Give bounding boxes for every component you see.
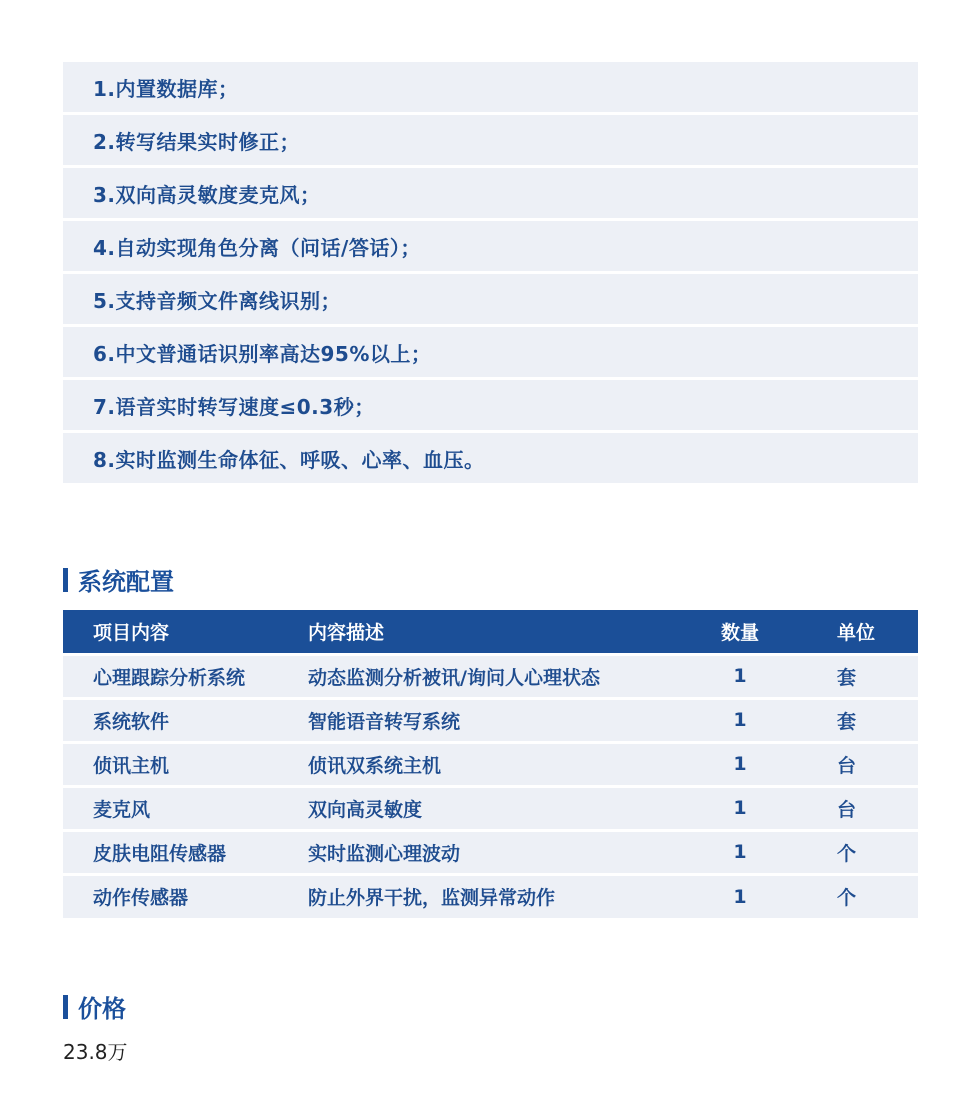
- heading-accent-bar: [63, 568, 68, 592]
- cell-unit: 套: [785, 698, 918, 742]
- price-section-heading: [63, 989, 126, 1024]
- cell-unit: 台: [785, 742, 918, 786]
- cell-quantity: 1: [695, 874, 785, 918]
- table-header-row: [63, 610, 918, 654]
- cell-description: 动态监测分析被讯/询问人心理状态: [308, 654, 695, 698]
- cell-item: 侦讯主机: [63, 742, 308, 786]
- table-row: [63, 786, 918, 830]
- cell-description: 防止外界干扰，监测异常动作: [308, 874, 695, 918]
- table-row: [63, 654, 918, 698]
- cell-quantity: 1: [695, 786, 785, 830]
- cell-item: 系统软件: [63, 698, 308, 742]
- column-header-quantity: 数量: [695, 610, 785, 654]
- cell-item: 皮肤电阻传感器: [63, 830, 308, 874]
- column-header-item: 项目内容: [63, 610, 308, 654]
- cell-quantity: 1: [695, 698, 785, 742]
- price-section-title: 价格: [78, 995, 126, 1023]
- cell-quantity: 1: [695, 654, 785, 698]
- table-row: [63, 698, 918, 742]
- feature-item: 3.双向高灵敏度麦克风；: [63, 168, 918, 218]
- column-header-description: 内容描述: [308, 610, 695, 654]
- feature-item: 7.语音实时转写速度≤0.3秒；: [63, 380, 918, 430]
- feature-item: 8.实时监测生命体征、呼吸、心率、血压。: [63, 433, 918, 483]
- feature-item: 2.转写结果实时修正；: [63, 115, 918, 165]
- feature-item: 4.自动实现角色分离（问话/答话）；: [63, 221, 918, 271]
- column-header-unit: 单位: [785, 610, 918, 654]
- feature-item: 6.中文普通话识别率高达95%以上；: [63, 327, 918, 377]
- price-value: 23.8万: [63, 1040, 128, 1064]
- cell-description: 双向高灵敏度: [308, 786, 695, 830]
- config-section-title: 系统配置: [78, 568, 174, 596]
- cell-item: 心理跟踪分析系统: [63, 654, 308, 698]
- cell-item: 动作传感器: [63, 874, 308, 918]
- config-section-heading: [63, 562, 174, 597]
- heading-accent-bar: [63, 995, 68, 1019]
- cell-unit: 台: [785, 786, 918, 830]
- cell-description: 智能语音转写系统: [308, 698, 695, 742]
- cell-quantity: 1: [695, 742, 785, 786]
- table-row: [63, 874, 918, 918]
- cell-description: 实时监测心理波动: [308, 830, 695, 874]
- cell-unit: 套: [785, 654, 918, 698]
- table-row: [63, 830, 918, 874]
- cell-description: 侦讯双系统主机: [308, 742, 695, 786]
- cell-quantity: 1: [695, 830, 785, 874]
- config-table: [63, 610, 918, 918]
- feature-item: 1.内置数据库；: [63, 62, 918, 112]
- feature-list: [63, 62, 918, 486]
- table-row: [63, 742, 918, 786]
- cell-unit: 个: [785, 830, 918, 874]
- feature-item: 5.支持音频文件离线识别；: [63, 274, 918, 324]
- cell-unit: 个: [785, 874, 918, 918]
- cell-item: 麦克风: [63, 786, 308, 830]
